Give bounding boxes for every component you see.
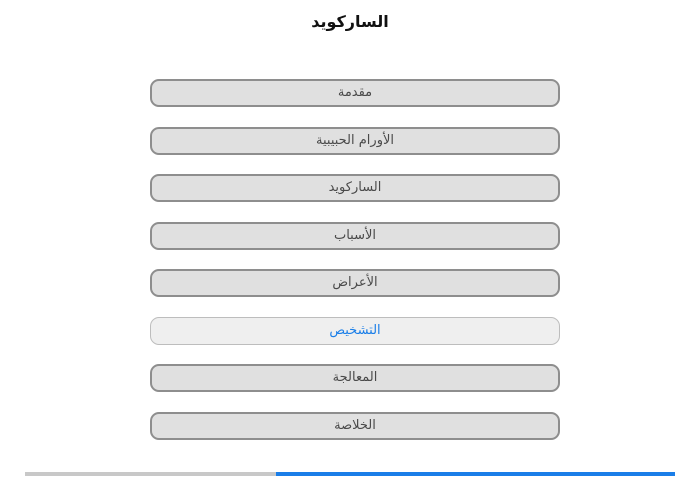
menu-item-symptoms[interactable]: الأعراض bbox=[150, 269, 560, 297]
menu-item-causes[interactable]: الأسباب bbox=[150, 222, 560, 250]
page-title: الساركويد bbox=[311, 12, 389, 31]
menu-item-summary[interactable]: الخلاصة bbox=[150, 412, 560, 440]
progress-bar bbox=[25, 472, 675, 476]
progress-bar-fill bbox=[276, 472, 675, 476]
section-menu bbox=[150, 79, 560, 459]
menu-item-diagnosis[interactable]: التشخيص bbox=[150, 317, 560, 345]
menu-item-granulomas[interactable]: الأورام الحبيبية bbox=[150, 127, 560, 155]
menu-item-introduction[interactable]: مقدمة bbox=[150, 79, 560, 107]
menu-item-sarcoidosis[interactable]: الساركويد bbox=[150, 174, 560, 202]
menu-item-treatment[interactable]: المعالجة bbox=[150, 364, 560, 392]
